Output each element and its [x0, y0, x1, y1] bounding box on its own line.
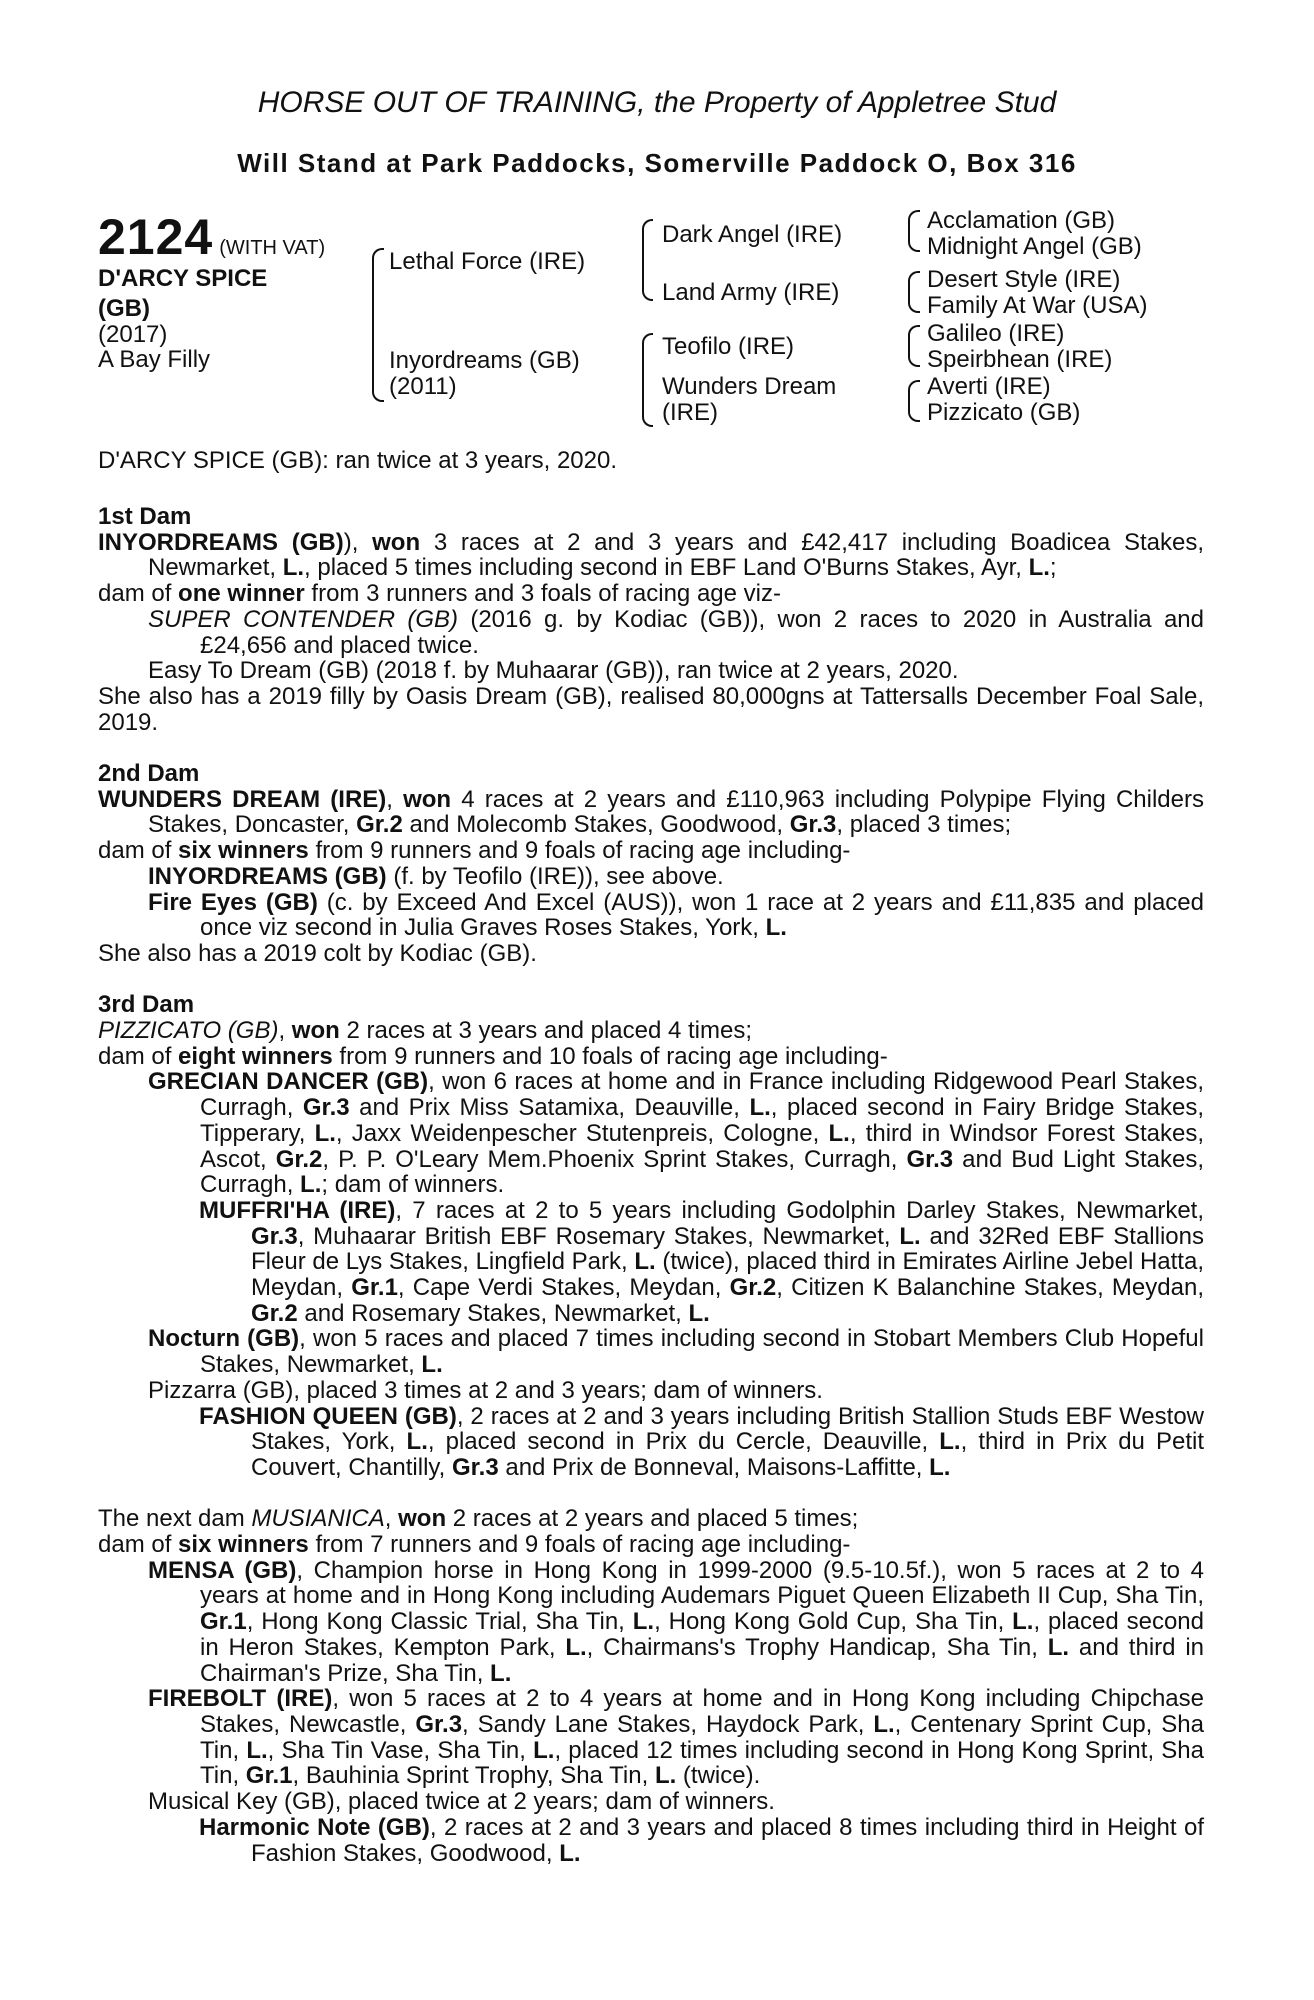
pedigree-dam: Inyordreams (GB) — [389, 347, 580, 374]
pedigree-ss-sire: Acclamation (GB) — [927, 207, 1116, 234]
text-run: dam of — [98, 1042, 179, 1070]
bold-text: MUFFRI'HA (IRE) — [199, 1196, 396, 1224]
section-heading: 3rd Dam — [98, 991, 195, 1019]
pedigree-dam-year: (2011) — [389, 373, 457, 400]
text-run: , won 5 races and placed 7 times including second in Stobart Members Club Hopeful Stakes, Newmarket, — [200, 1325, 1204, 1379]
bold-text: won — [372, 528, 421, 556]
bold-text: L. — [765, 914, 787, 942]
bold-text: L. — [559, 1839, 581, 1867]
text-run: dam of — [98, 1531, 179, 1559]
horse-sex-colour: A Bay Filly — [98, 346, 211, 373]
bold-text: L. — [246, 1736, 268, 1764]
lot-number: 2124 — [98, 209, 214, 265]
pedigree-dd-sire: Averti (IRE) — [927, 373, 1051, 400]
text-run: from 9 runners and 10 foals of racing age including- — [332, 1042, 888, 1070]
horse-name — [98, 264, 338, 324]
dam-summary-line — [98, 581, 1204, 607]
bold-text: won — [403, 785, 452, 813]
text-run: , placed 12 times including second in Hong Kong Sprint, Sha Tin, — [200, 1736, 1204, 1790]
section-gap — [98, 967, 1204, 993]
text-run: , Champion horse in Hong Kong in 1999-2000 (9.5-10.5f.), won 5 races at 2 to 4 years at home and in Hong Kong including Audemars Piguet Queen Elizabeth II Cup, Sha Tin, — [200, 1556, 1204, 1610]
progeny-entry — [98, 607, 1204, 658]
text-run: ; dam of winners. — [321, 1171, 505, 1199]
lot-header — [98, 208, 325, 266]
text-run: Easy To Dream (GB) (2018 f. by Muhaarar (GB)), ran twice at 2 years, 2020. — [148, 657, 959, 685]
pedigree-dd-dam: Pizzicato (GB) — [927, 399, 1081, 426]
bracket-gen3-2 — [908, 271, 920, 313]
bracket-dam-parents — [642, 333, 653, 427]
pedigree-sd-sire: Desert Style (IRE) — [927, 266, 1121, 293]
bold-text: Gr.1 — [245, 1762, 293, 1790]
bold-text: Gr.2 — [275, 1145, 323, 1173]
text-run: , — [386, 785, 404, 813]
text-run: , placed 5 times including second in EBF Land O'Burns Stakes, Ayr, — [304, 554, 1029, 582]
bold-text: L. — [565, 1633, 587, 1661]
bold-text: Gr.3 — [906, 1145, 954, 1173]
section-heading: 1st Dam — [98, 503, 192, 530]
text-run: and Bud Light Stakes, Curragh, — [200, 1145, 1205, 1199]
page-title: HORSE OUT OF TRAINING, the Property of Appletree Stud — [257, 86, 1057, 119]
bold-text: six winners — [178, 837, 309, 865]
horse-name-line-2: (GB) — [98, 295, 150, 322]
text-run: , Bauhinia Sprint Trophy, Sha Tin, — [292, 1762, 655, 1790]
text-run: and third in Chairman's Prize, Sha Tin, — [200, 1633, 1204, 1687]
text-run: , 2 races at 2 and 3 years including British Stallion Studs EBF Westow Stakes, York, — [251, 1402, 1204, 1456]
text-run: 4 races at 2 years and £110,963 including Polypipe Flying Childers Stakes, Doncaster, — [148, 785, 1204, 839]
pedigree-sire: Lethal Force (IRE) — [389, 248, 586, 275]
text-run: , placed second in Fairy Bridge Stakes, Tipperary, — [200, 1094, 1205, 1147]
section-gap — [98, 1481, 1204, 1507]
text-run: 2 races at 3 years and placed 4 times; — [339, 1017, 753, 1045]
bold-text: L. — [899, 1222, 921, 1250]
bold-text: L. — [1012, 1608, 1034, 1636]
text-run: , Hong Kong Gold Cup, Sha Tin, — [654, 1608, 1013, 1636]
bold-text: L. — [314, 1119, 336, 1147]
bold-text: Gr.2 — [729, 1274, 777, 1302]
dam-summary-line — [98, 1018, 1204, 1044]
bold-text: GRECIAN DANCER (GB) — [148, 1068, 429, 1096]
bold-text: L. — [929, 1453, 951, 1481]
text-run: , 7 races at 2 to 5 years including Godolphin Darley Stakes, Newmarket, — [395, 1196, 1205, 1224]
progeny-entry — [98, 1378, 1204, 1404]
progeny-entry — [98, 530, 1204, 581]
pedigree-block — [0, 0, 1314, 460]
text-run: Musical Key (GB), placed twice at 2 years; dam of winners. — [148, 1788, 775, 1816]
bold-text: L. — [490, 1659, 512, 1687]
text-run: , — [278, 1017, 292, 1045]
progeny-entry — [98, 864, 1204, 890]
text-run: , Sandy Lane Stakes, Haydock Park, — [462, 1711, 874, 1738]
bracket-sire-parents — [642, 219, 653, 301]
text-run: , won 5 races at 2 to 4 years at home and in Hong Kong including Chipchase Stakes, Newcastle, — [200, 1685, 1205, 1738]
text-run: (twice). — [676, 1762, 761, 1790]
dam-summary-line — [98, 1532, 1204, 1558]
progeny-entry — [98, 1789, 1204, 1815]
bracket-gen3-4 — [908, 380, 920, 422]
bold-text: won — [398, 1505, 447, 1533]
section-gap — [98, 735, 1204, 761]
bold-text: FIREBOLT (IRE) — [148, 1685, 333, 1713]
italic-text: MUSIANICA — [251, 1505, 385, 1533]
progeny-entry — [98, 1404, 1204, 1481]
bold-text: Gr.1 — [200, 1608, 247, 1636]
text-run: , — [384, 1505, 399, 1533]
bold-text: L. — [421, 1351, 443, 1379]
dam-summary-line — [98, 684, 1204, 735]
text-run: , Jaxx Weidenpescher Stutenpreis, Cologne, — [335, 1119, 829, 1147]
text-run: and Rosemary Stakes, Newmarket, — [297, 1299, 689, 1327]
text-run: , Centenary Sprint Cup, Sha Tin, — [200, 1711, 1205, 1764]
bold-text: won — [291, 1017, 340, 1045]
pedigree-dam-sire: Teofilo (IRE) — [662, 333, 795, 360]
bold-text: L. — [282, 554, 305, 582]
text-run: (twice), placed third in Emirates Airline Jebel Hatta, Meydan, — [251, 1248, 1204, 1302]
bold-text: FASHION QUEEN (GB) — [199, 1402, 457, 1430]
progeny-entry — [98, 1326, 1204, 1377]
text-run: The next dam — [98, 1505, 252, 1533]
bold-text: one winner — [178, 580, 305, 608]
bold-text: L. — [1028, 554, 1050, 582]
pedigree-ds-sire: Galileo (IRE) — [927, 320, 1065, 347]
text-run: from 7 runners and 9 foals of racing age including- — [308, 1531, 851, 1559]
pedigree-ds-dam: Speirbhean (IRE) — [927, 346, 1113, 373]
text-run: She also has a 2019 filly by Oasis Dream (GB), realised 80,000gns at Tattersalls December Foal Sale, 2019. — [98, 682, 1204, 736]
text-run: dam of — [98, 837, 179, 865]
progeny-entry — [98, 890, 1204, 941]
text-run: , P. P. O'Leary Mem.Phoenix Sprint Stakes, Curragh, — [322, 1145, 907, 1173]
pedigree-dam-dam-origin: (IRE) — [662, 399, 718, 426]
progeny-entry — [98, 1069, 1204, 1198]
stand-location: Will Stand at Park Paddocks, Somerville Paddock O, Box 316 — [237, 148, 1077, 178]
progeny-entry — [98, 1815, 1204, 1866]
dam-summary-line — [98, 1506, 1204, 1532]
horse-name-line-1: D'ARCY SPICE — [98, 265, 268, 292]
text-run: , third in Windsor Forest Stakes, Ascot, — [200, 1119, 1205, 1173]
bold-text: L. — [749, 1094, 771, 1122]
text-run: , placed 3 times; — [836, 811, 1012, 839]
progeny-entry — [98, 787, 1204, 838]
text-run: , 2 races at 2 and 3 years and placed 8 times including third in Height of Fashion Stakes, Goodwood, — [251, 1813, 1204, 1867]
text-run: ), — [343, 528, 373, 556]
vat-note: (WITH VAT) — [219, 237, 326, 259]
text-run: , placed second in Prix du Cercle, Deauville, — [427, 1428, 940, 1456]
bold-text: Gr.3 — [451, 1453, 499, 1481]
bold-text: INYORDREAMS (GB) — [148, 862, 387, 890]
progeny-entry — [98, 1558, 1204, 1687]
text-run: , Cape Verdi Stakes, Meydan, — [397, 1274, 730, 1302]
bold-text: Gr.1 — [351, 1274, 398, 1302]
bold-text: L. — [828, 1119, 850, 1147]
text-run: , placed second in Heron Stakes, Kempton Park, — [200, 1608, 1205, 1661]
text-run: , Muhaarar British EBF Rosemary Stakes, Newmarket, — [297, 1222, 900, 1250]
family-notes — [98, 504, 1204, 1866]
text-run: and Prix de Bonneval, Maisons-Laffitte, — [498, 1453, 930, 1481]
bold-text: Gr.2 — [356, 811, 403, 839]
text-run: , Citizen K Balanchine Stakes, Meydan, — [776, 1274, 1204, 1302]
pedigree-ss-dam: Midnight Angel (GB) — [927, 233, 1142, 260]
text-run: Pizzarra (GB), placed 3 times at 2 and 3 years; dam of winners. — [148, 1376, 823, 1404]
pedigree-dam-dam: Wunders Dream — [662, 373, 837, 400]
text-run: , Hong Kong Classic Trial, Sha Tin, — [246, 1608, 633, 1636]
text-run: and Prix Miss Satamixa, Deauville, — [349, 1094, 750, 1122]
bold-text: Gr.2 — [251, 1299, 298, 1327]
bold-text: INYORDREAMS (GB) — [98, 528, 344, 556]
dam-summary-line — [98, 838, 1204, 864]
bold-text: six winners — [178, 1531, 309, 1559]
bold-text: L. — [533, 1736, 555, 1764]
pedigree-sd-dam: Family At War (USA) — [927, 292, 1148, 319]
section-heading: 2nd Dam — [98, 760, 200, 788]
progeny-entry — [98, 658, 1204, 684]
bracket-gen1 — [372, 248, 384, 402]
bracket-gen3-1 — [908, 210, 920, 252]
bold-text: Fire Eyes (GB) — [148, 888, 318, 916]
bold-text: Gr.3 — [251, 1222, 298, 1250]
text-run: (2016 g. by Kodiac (GB)), won 2 races to 2020 in Australia and £24,656 and placed twice. — [200, 605, 1205, 659]
text-run: (f. by Teofilo (IRE)), see above. — [386, 862, 724, 890]
bold-text: MENSA (GB) — [148, 1556, 297, 1584]
text-run: , third in Prix du Petit Couvert, Chantilly, — [251, 1428, 1204, 1481]
pedigree-sire-sire: Dark Angel (IRE) — [662, 221, 843, 248]
race-record-summary: D'ARCY SPICE (GB): ran twice at 3 years, 2020. — [98, 447, 617, 474]
bold-text: L. — [634, 1248, 656, 1276]
bold-text: L. — [406, 1428, 428, 1456]
text-run: , Chairmans's Trophy Handicap, Sha Tin, — [586, 1633, 1048, 1661]
dam-summary-line — [98, 1044, 1204, 1070]
dam-summary-line — [98, 941, 1204, 967]
progeny-entry — [98, 1198, 1204, 1327]
horse-foaling-year: (2017) — [98, 321, 168, 348]
bold-text: L. — [873, 1711, 895, 1738]
bold-text: WUNDERS DREAM (IRE) — [98, 785, 387, 813]
progeny-entry — [98, 1686, 1204, 1789]
text-run: (c. by Exceed And Excel (AUS)), won 1 race at 2 years and £11,835 and placed once viz second in Julia Graves Roses Stakes, York, — [200, 888, 1204, 942]
bold-text: Harmonic Note (GB) — [199, 1813, 430, 1841]
bold-text: Gr.3 — [789, 811, 837, 839]
text-run: dam of — [98, 580, 179, 608]
bold-text: L. — [688, 1299, 710, 1327]
bold-text: L. — [939, 1428, 961, 1456]
bold-text: L. — [300, 1171, 322, 1199]
text-run: 2 races at 2 years and placed 5 times; — [446, 1505, 859, 1533]
bracket-gen3-3 — [908, 325, 920, 367]
italic-text: SUPER CONTENDER (GB) — [148, 605, 459, 633]
text-run: 3 races at 2 and 3 years and £42,417 including Boadicea Stakes, Newmarket, — [148, 528, 1205, 582]
text-run: from 3 runners and 3 foals of racing age viz- — [304, 580, 781, 608]
bold-text: L. — [632, 1608, 655, 1636]
text-run: and 32Red EBF Stallions Fleur de Lys Stakes, Lingfield Park, — [251, 1222, 1205, 1276]
italic-text: PIZZICATO (GB) — [98, 1017, 279, 1045]
bold-text: L. — [654, 1762, 677, 1790]
bold-text: Gr.3 — [302, 1094, 350, 1122]
bold-text: L. — [1047, 1633, 1070, 1661]
text-run: ; — [1049, 554, 1057, 582]
pedigree-sire-dam: Land Army (IRE) — [662, 279, 840, 306]
text-run: , Sha Tin Vase, Sha Tin, — [267, 1736, 534, 1764]
bold-text: eight winners — [178, 1042, 333, 1070]
bold-text: Nocturn (GB) — [148, 1325, 300, 1353]
text-run: , won 6 races at home and in France including Ridgewood Pearl Stakes, Curragh, — [200, 1068, 1204, 1122]
text-run: and Molecomb Stakes, Goodwood, — [402, 811, 790, 839]
text-run: from 9 runners and 9 foals of racing age including- — [308, 837, 851, 865]
text-run: She also has a 2019 colt by Kodiac (GB). — [98, 939, 537, 967]
bold-text: Gr.3 — [415, 1711, 463, 1738]
